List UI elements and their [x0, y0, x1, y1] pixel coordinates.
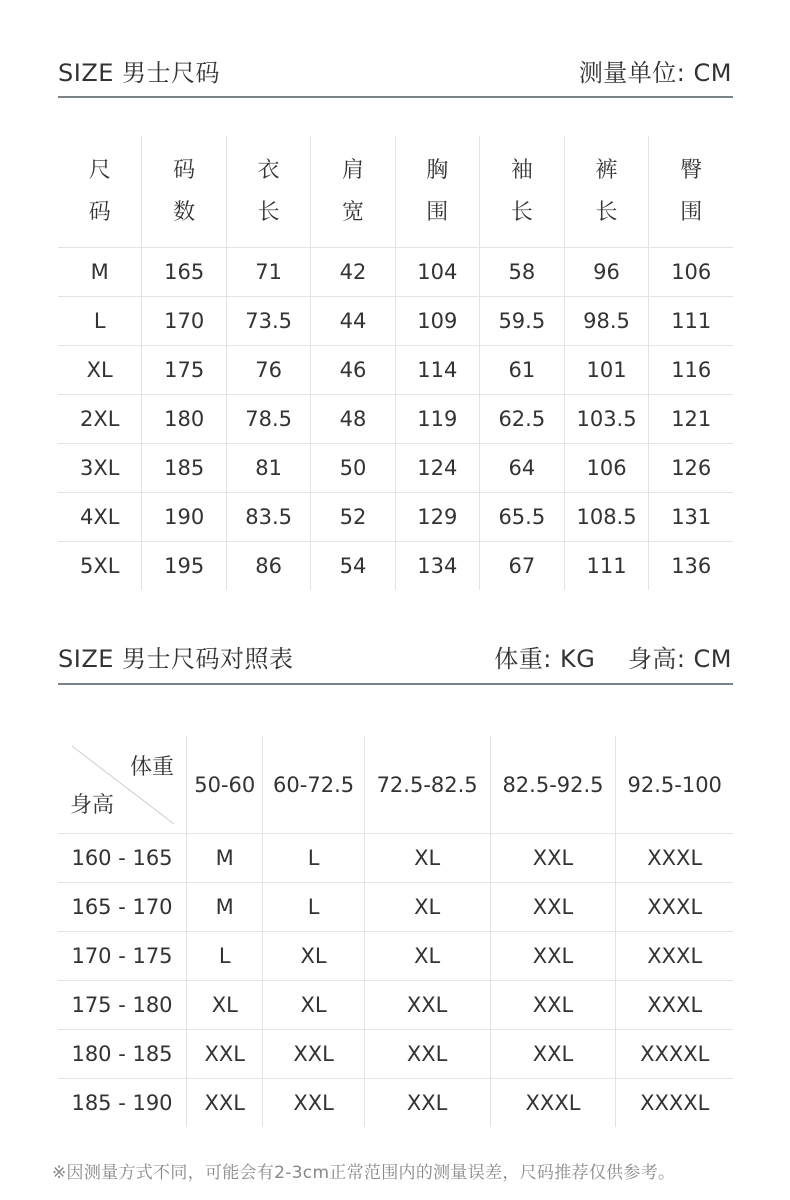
recommended-size-cell: XL	[364, 932, 490, 981]
weight-header-cell: 92.5-100	[616, 736, 733, 834]
size-value-cell: 52	[311, 493, 395, 542]
size-value-cell: 42	[311, 248, 395, 297]
recommended-size-cell: XXXL	[616, 834, 733, 883]
size-value-cell: 98.5	[564, 297, 649, 346]
height-range-cell: 185 - 190	[58, 1079, 187, 1128]
reference-section-header	[58, 634, 732, 674]
size-value-cell: 175	[142, 346, 226, 395]
size-value-cell: 126	[649, 444, 733, 493]
reference-table-header-row	[58, 736, 733, 834]
header-char: 码	[173, 157, 196, 183]
size-value-cell: 101	[564, 346, 649, 395]
recommended-size-cell: L	[263, 834, 364, 883]
size-value-cell: 83.5	[226, 493, 311, 542]
table-row	[58, 493, 733, 542]
size-value-cell: 131	[649, 493, 733, 542]
header-char: 数	[173, 199, 196, 225]
size-label-cell: 4XL	[58, 493, 142, 542]
size-value-cell: 108.5	[564, 493, 649, 542]
header-char: 袖	[510, 157, 533, 183]
weight-header-cell: 50-60	[187, 736, 263, 834]
corner-height-label: 身高	[70, 793, 115, 818]
recommended-size-cell: XXL	[263, 1030, 364, 1079]
table-row	[58, 444, 733, 493]
size-value-cell: 106	[564, 444, 649, 493]
recommended-size-cell: XXL	[364, 1079, 490, 1128]
recommended-size-cell: XXL	[364, 981, 490, 1030]
size-table-header-cell	[395, 136, 479, 248]
size-value-cell: 111	[649, 297, 733, 346]
header-char: 长	[595, 199, 618, 225]
size-table-header-cell	[480, 136, 565, 248]
header-char: 长	[257, 199, 280, 225]
size-value-cell: 109	[395, 297, 479, 346]
divider-line	[58, 683, 733, 685]
size-value-cell: 64	[480, 444, 565, 493]
recommended-size-cell: XXL	[364, 1030, 490, 1079]
size-reference-table	[58, 736, 733, 1127]
size-table-header-row	[58, 136, 733, 248]
size-value-cell: 58	[480, 248, 565, 297]
size-table-header-cell	[226, 136, 311, 248]
reference-section-unit: 体重: KG 身高: CM	[494, 645, 732, 673]
table-row	[58, 981, 733, 1030]
size-section-unit: 测量单位: CM	[578, 59, 732, 87]
height-range-cell: 175 - 180	[58, 981, 187, 1030]
size-section-header	[58, 48, 732, 88]
size-value-cell: 81	[226, 444, 311, 493]
divider-line	[58, 96, 733, 98]
size-value-cell: 136	[671, 554, 712, 578]
size-value-cell: 62.5	[480, 395, 565, 444]
table-row	[58, 883, 733, 932]
size-value-cell: 104	[395, 248, 479, 297]
recommended-size-cell: XL	[263, 981, 364, 1030]
header-char: 尺	[88, 157, 111, 183]
header-char: 围	[426, 199, 449, 225]
height-range-cell: 165 - 170	[58, 883, 187, 932]
size-table	[58, 136, 733, 590]
header-char: 裤	[595, 157, 618, 183]
corner-cell	[58, 736, 187, 834]
size-table-header-cell	[58, 136, 142, 248]
size-value-cell: 48	[311, 395, 395, 444]
size-value-cell: 50	[311, 444, 395, 493]
table-row	[58, 542, 733, 591]
size-value-cell: 61	[480, 346, 565, 395]
table-row	[58, 1030, 733, 1079]
weight-header-cell: 82.5-92.5	[490, 736, 616, 834]
size-value-cell: 59.5	[480, 297, 565, 346]
recommended-size-cell: XL	[364, 834, 490, 883]
weight-header-cell: 72.5-82.5	[364, 736, 490, 834]
size-value-cell: 46	[311, 346, 395, 395]
recommended-size-cell: XXXXL	[616, 1030, 733, 1079]
weight-header-cell: 60-72.5	[263, 736, 364, 834]
size-value-cell: 103.5	[564, 395, 649, 444]
recommended-size-cell: XXL	[187, 1030, 263, 1079]
recommended-size-cell: XXL	[187, 1079, 263, 1128]
size-value-cell: 96	[564, 248, 649, 297]
size-value-cell: 111	[564, 542, 649, 591]
height-range-cell: 170 - 175	[58, 932, 187, 981]
header-char: 臀	[680, 157, 703, 183]
recommended-size-cell: XXXXL	[640, 1091, 710, 1115]
size-value-cell: 124	[395, 444, 479, 493]
header-char: 胸	[426, 157, 449, 183]
table-row	[58, 932, 733, 981]
recommended-size-cell: XXXL	[490, 1079, 616, 1128]
height-range-cell: 180 - 185	[58, 1030, 187, 1079]
footnote: ※因测量方式不同，可能会有2-3cm正常范围内的测量误差，尺码推荐仅供参考。	[52, 1163, 676, 1183]
recommended-size-cell: XXL	[490, 932, 616, 981]
size-value-cell: 54	[311, 542, 395, 591]
size-value-cell: 106	[649, 248, 733, 297]
recommended-size-cell: XXL	[263, 1079, 364, 1128]
size-label-cell: 5XL	[58, 542, 142, 591]
header-char: 肩	[342, 157, 365, 183]
table-row	[58, 346, 733, 395]
size-value-cell: 195	[142, 542, 226, 591]
size-value-cell: 86	[226, 542, 311, 591]
size-value-cell: 119	[395, 395, 479, 444]
corner-weight-label: 体重	[129, 755, 174, 780]
recommended-size-cell: XXXL	[616, 981, 733, 1030]
size-value-cell: 44	[311, 297, 395, 346]
size-label-cell: M	[58, 248, 142, 297]
size-table-header-cell	[311, 136, 395, 248]
size-value-cell: 190	[142, 493, 226, 542]
size-value-cell: 170	[142, 297, 226, 346]
reference-section-title: SIZE 男士尺码对照表	[58, 645, 294, 673]
size-value-cell: 185	[142, 444, 226, 493]
recommended-size-cell: XXL	[490, 834, 616, 883]
size-value-cell: 129	[395, 493, 479, 542]
recommended-size-cell: XXXL	[616, 932, 733, 981]
recommended-size-cell: XXL	[490, 981, 616, 1030]
size-table-header-cell	[649, 136, 733, 248]
size-value-cell: 165	[142, 248, 226, 297]
header-char: 围	[680, 199, 703, 225]
recommended-size-cell: L	[263, 883, 364, 932]
recommended-size-cell: XL	[187, 981, 263, 1030]
size-value-cell: 78.5	[226, 395, 311, 444]
size-value-cell: 134	[395, 542, 479, 591]
header-char: 码	[88, 199, 111, 225]
header-char: 宽	[342, 199, 365, 225]
recommended-size-cell: XXL	[490, 883, 616, 932]
size-value-cell: 71	[226, 248, 311, 297]
recommended-size-cell: L	[187, 932, 263, 981]
size-label-cell: XL	[58, 346, 142, 395]
size-section-title: SIZE 男士尺码	[58, 59, 221, 87]
size-value-cell: 67	[480, 542, 565, 591]
table-row	[58, 834, 733, 883]
size-value-cell: 121	[649, 395, 733, 444]
size-value-cell: 76	[226, 346, 311, 395]
size-table-header-cell	[142, 136, 226, 248]
size-value-cell: 73.5	[226, 297, 311, 346]
size-value-cell: 116	[649, 346, 733, 395]
table-row	[58, 1079, 733, 1128]
recommended-size-cell: XL	[364, 883, 490, 932]
size-label-cell: 3XL	[58, 444, 142, 493]
table-row	[58, 395, 733, 444]
size-table-header-cell	[564, 136, 649, 248]
recommended-size-cell: M	[187, 883, 263, 932]
size-value-cell: 65.5	[480, 493, 565, 542]
table-row	[58, 297, 733, 346]
recommended-size-cell: M	[187, 834, 263, 883]
recommended-size-cell: XL	[263, 932, 364, 981]
header-char: 长	[510, 199, 533, 225]
recommended-size-cell: XXXL	[616, 883, 733, 932]
table-row	[58, 248, 733, 297]
size-value-cell: 180	[142, 395, 226, 444]
size-label-cell: L	[58, 297, 142, 346]
header-char: 衣	[257, 157, 280, 183]
height-range-cell: 160 - 165	[58, 834, 187, 883]
size-label-cell: 2XL	[58, 395, 142, 444]
size-value-cell: 114	[395, 346, 479, 395]
recommended-size-cell: XXL	[490, 1030, 616, 1079]
